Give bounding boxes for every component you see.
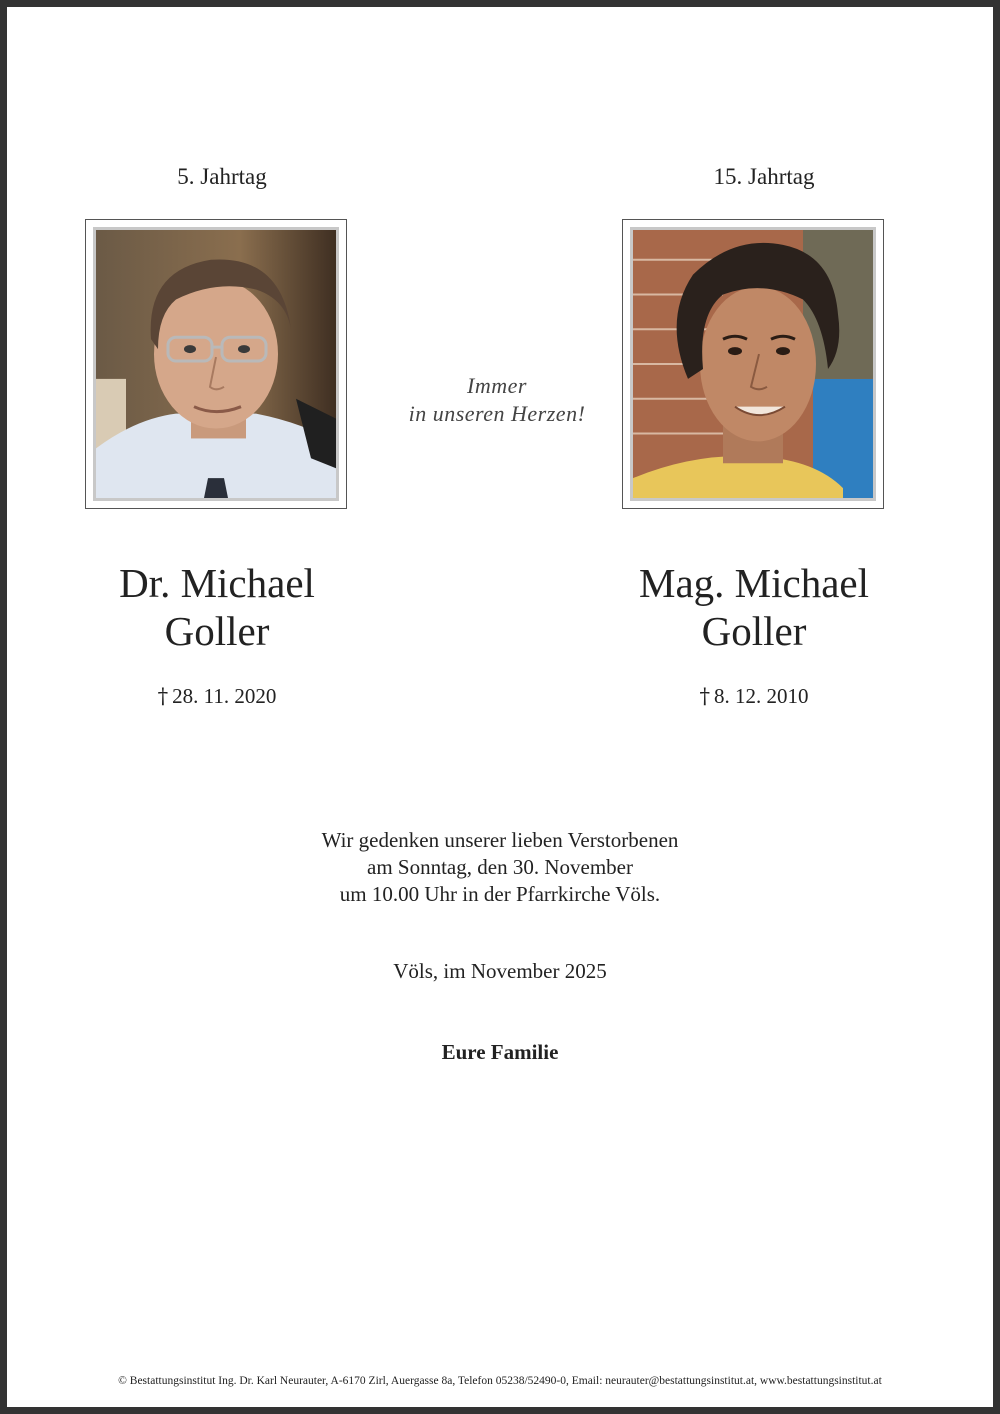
right-photo-frame <box>622 219 884 509</box>
cross-icon: † <box>699 684 710 708</box>
memorial-line1: Wir gedenken unserer lieben Verstorbenen <box>321 828 679 852</box>
memorial-line3: um 10.00 Uhr in der Pfarrkirche Völs. <box>339 882 661 906</box>
motto-line2: in unseren Herzen! <box>408 401 586 426</box>
memorial-line2: am Sonntag, den 30. November <box>367 855 633 879</box>
older-man-portrait-icon <box>96 230 336 498</box>
left-anniversary-label: 5. Jahrtag <box>177 164 267 189</box>
right-anniversary-label: 15. Jahrtag <box>713 164 815 189</box>
left-death-date <box>72 683 362 709</box>
funeral-home-footer: © Bestattungsinstitut Ing. Dr. Karl Neurauter, A-6170 Zirl, Auergasse 8a, Telefon 05238/52490-0, Email: neurauter@bestattungsinstitut.at, www.bestattungsinstitut.at <box>118 1375 882 1387</box>
right-death-date <box>609 683 899 709</box>
left-photo-frame <box>85 219 347 509</box>
left-death-date-text: 28. 11. 2020 <box>172 684 277 708</box>
left-portrait-photo <box>93 227 339 501</box>
memorial-motto <box>367 372 627 428</box>
memorial-service-text <box>157 827 843 908</box>
place-and-date: Völs, im November 2025 <box>393 959 607 983</box>
cross-icon: † <box>157 684 169 708</box>
right-portrait-photo <box>630 227 876 501</box>
right-name-line1: Mag. Michael <box>639 560 869 606</box>
right-death-date-text: 8. 12. 2010 <box>714 684 809 708</box>
motto-line1: Immer <box>467 373 527 398</box>
left-name-line1: Dr. Michael <box>119 560 315 606</box>
left-deceased-name <box>67 559 367 655</box>
right-name-line2: Goller <box>701 608 807 654</box>
right-deceased-name <box>604 559 904 655</box>
left-name-line2: Goller <box>164 608 270 654</box>
family-signature: Eure Familie <box>441 1040 559 1064</box>
younger-man-portrait-icon <box>633 230 873 498</box>
